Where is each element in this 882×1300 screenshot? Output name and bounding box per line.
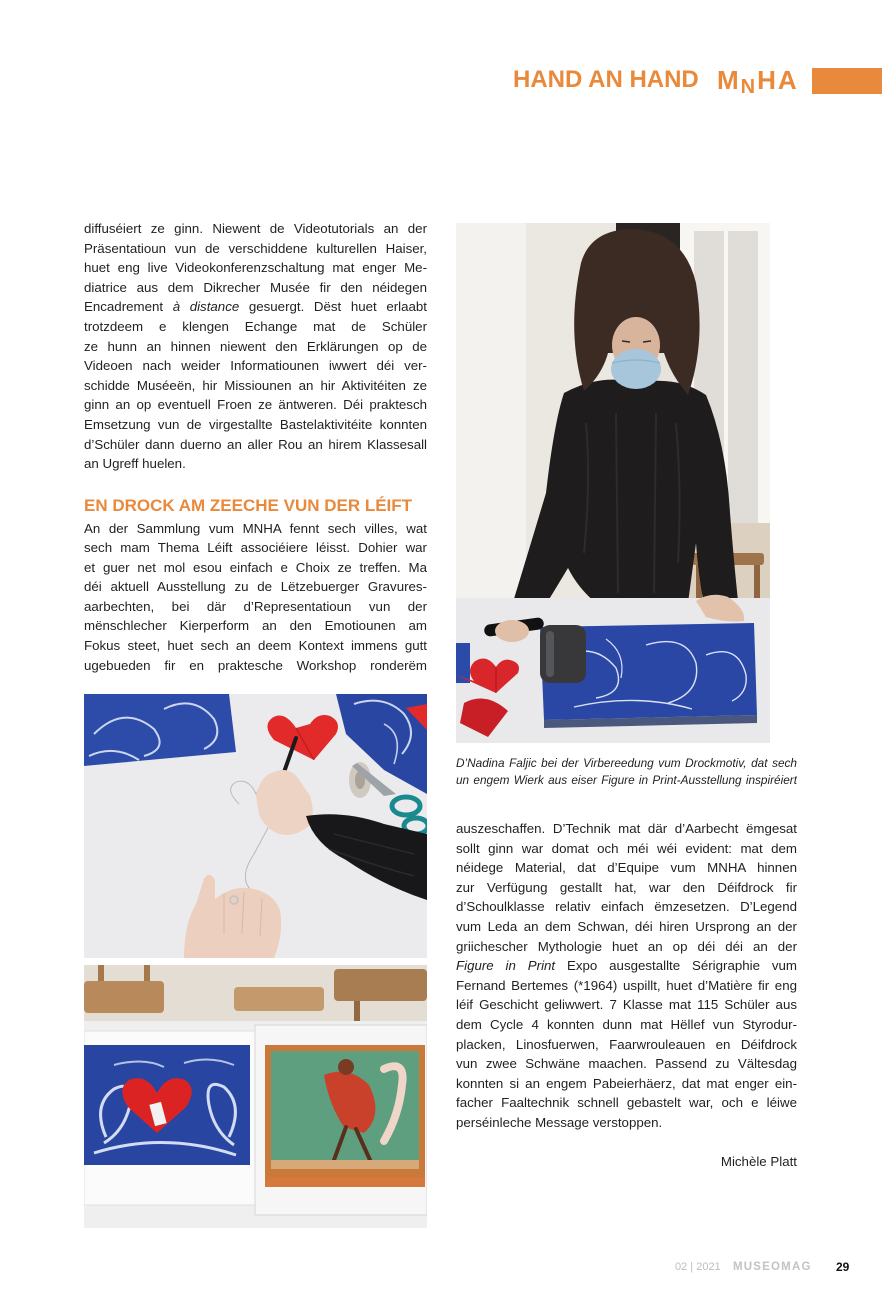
text-line — [456, 956, 797, 976]
text-line: facher Faaltechnik schnell gebastelt war, och e léiwe — [456, 1095, 797, 1111]
text-line: sech mam Thema Léift associéiere léisst. Dohier war — [84, 540, 427, 556]
logo-letter: N — [740, 76, 758, 98]
leda-and-swan-print — [265, 1045, 425, 1177]
text-run: Encadrement — [84, 299, 173, 315]
photo-illustration — [84, 965, 427, 1228]
text-line: néidege Material, dat d’Equipe vum MNHA hinnen — [456, 860, 797, 876]
text-line: sollt ginn war domat och méi wéi evident: mat dem — [456, 840, 797, 856]
left-column-paragraph-2 — [84, 519, 427, 676]
text-line: Fokus steet, huet sech an deem Kontext immens gutt — [84, 638, 427, 654]
text-line: konnten si an engem Pabeierhäerz, dat mat enger ein- — [456, 1075, 797, 1091]
text-line: et guer net mol esou einfach e Choix ze treffen. Ma — [84, 559, 427, 575]
text-line: diffuséiert ze ginn. Niewent de Videotutorials an der — [84, 221, 427, 236]
section-heading: EN DROCK AM ZEECHE VUN DER LÉIFT — [84, 496, 413, 515]
text-run: Expo ausgestallte Sérigraphie vum — [555, 958, 797, 974]
page-number: 29 — [836, 1260, 850, 1274]
text-line: léif Geschicht geliwwert. 7 Klasse mat 115 Schüler aus — [456, 997, 797, 1013]
section-title: HAND AN HAND — [513, 66, 699, 93]
footer-issue: 02 | 2021 — [675, 1261, 721, 1273]
italic-text-run: à distance — [172, 299, 240, 315]
italic-text-run: Figure in Print — [456, 958, 556, 974]
right-column-paragraph — [456, 819, 797, 1133]
photo-drawing-heart — [84, 694, 427, 958]
photo-illustration — [456, 223, 770, 743]
text-line: Emsetzung vun de virgestallte Bastelaktivitéite konnten — [84, 416, 427, 432]
text-line: ze hunn an hinnen niewent den Erklärungen op de — [84, 338, 427, 354]
text-line: mënschlecher Kierperform an den Emotiounen am — [84, 618, 427, 634]
photo-illustration — [84, 694, 427, 958]
text-line: trotzdeem e klengen Echange mat de Schüler — [84, 318, 427, 334]
logo-letter: M — [717, 65, 741, 95]
text-line: aarbechten, bei där d’Representatioun vun der — [84, 598, 427, 614]
mnha-logo — [717, 66, 799, 96]
text-line: diatrice aus dem Dikrecher Musée fir den néidegen — [84, 279, 427, 295]
author-name: Michèle Platt — [720, 1154, 797, 1169]
text-line: schidde Muséeën, hir Missiounen an hir Aktivitéiten ze — [84, 377, 427, 393]
text-line: placken, Linosfuerwen, Faarwrouleauen en Déifdrock — [456, 1036, 797, 1052]
text-line: dem Cycle 4 konnten dunn mat Hëllef vun Styrodur- — [456, 1016, 797, 1032]
text-line: déi aktuell Ausstellung zu de Lëtzebuerger Gravures- — [84, 579, 427, 595]
text-line: ginn an op eventuell Froen ze äntweren. Déi praktesch — [84, 397, 427, 413]
text-line: d’Schoulklasse relativ einfach ëmzesetzen. D’Legend — [456, 899, 797, 915]
text-line: perséinleche Message verstoppen. — [456, 1114, 663, 1130]
left-column-paragraph-1 — [84, 219, 427, 474]
photo-caption — [456, 755, 797, 789]
text-run: gesuergt. Dëst huet erlaabt — [239, 299, 427, 315]
text-line: Präsentatioun vun de verschiddene kulturellen Haiser, — [84, 240, 427, 256]
hand — [495, 620, 529, 642]
logo-letter: A — [777, 65, 799, 95]
blue-swan-print — [84, 1045, 250, 1165]
logo-letter: H — [757, 65, 778, 95]
caption-line: un engem Wierk aus eiser Figure in Print-Ausstellung inspiréiert — [456, 773, 797, 787]
caption-line: D’Nadina Faljic bei der Virbereedung vum Drockmotiv, dat sech — [456, 756, 797, 770]
text-line: ugebueden fir en praktesche Workshop ronderëm — [84, 657, 427, 673]
header-accent-bar — [812, 68, 882, 94]
text-line: Videoen nach weider Informatiounen iwwert déi ver- — [84, 358, 427, 374]
text-line: vum Leda an dem Schwan, déi hiren Ursprong an der — [456, 918, 797, 934]
text-line: d’Schüler dann duerno an aller Rou an hirem Klassesall — [84, 436, 427, 452]
text-line: huet eng live Videokonferenzschaltung mat enger Me- — [84, 260, 427, 276]
text-line: Fernand Bertemes (*1964) uspillt, huet d’Matière fir eng — [456, 977, 797, 993]
text-line: An der Sammlung vum MNHA fennt sech villes, wat — [84, 520, 427, 536]
footer-magazine-name: MUSEOMAG — [733, 1261, 812, 1273]
text-line — [84, 297, 427, 317]
photo-woman-inking-print — [456, 223, 770, 743]
photo-finished-print — [84, 965, 427, 1228]
text-line: vun zwee Schwäne maachen. Passend zu Vältesdag — [456, 1056, 797, 1072]
face-mask — [611, 349, 661, 389]
text-line: griichescher Mythologie huet an op déi déi an der — [456, 938, 797, 954]
text-line: an Ugreff huelen. — [84, 456, 186, 472]
text-line: auszeschaffen. D’Technik mat där d’Aarbecht ëmgesat — [456, 821, 797, 836]
text-line: zur Verfügung gestallt hat, war den Déifdrock fir — [456, 879, 797, 895]
